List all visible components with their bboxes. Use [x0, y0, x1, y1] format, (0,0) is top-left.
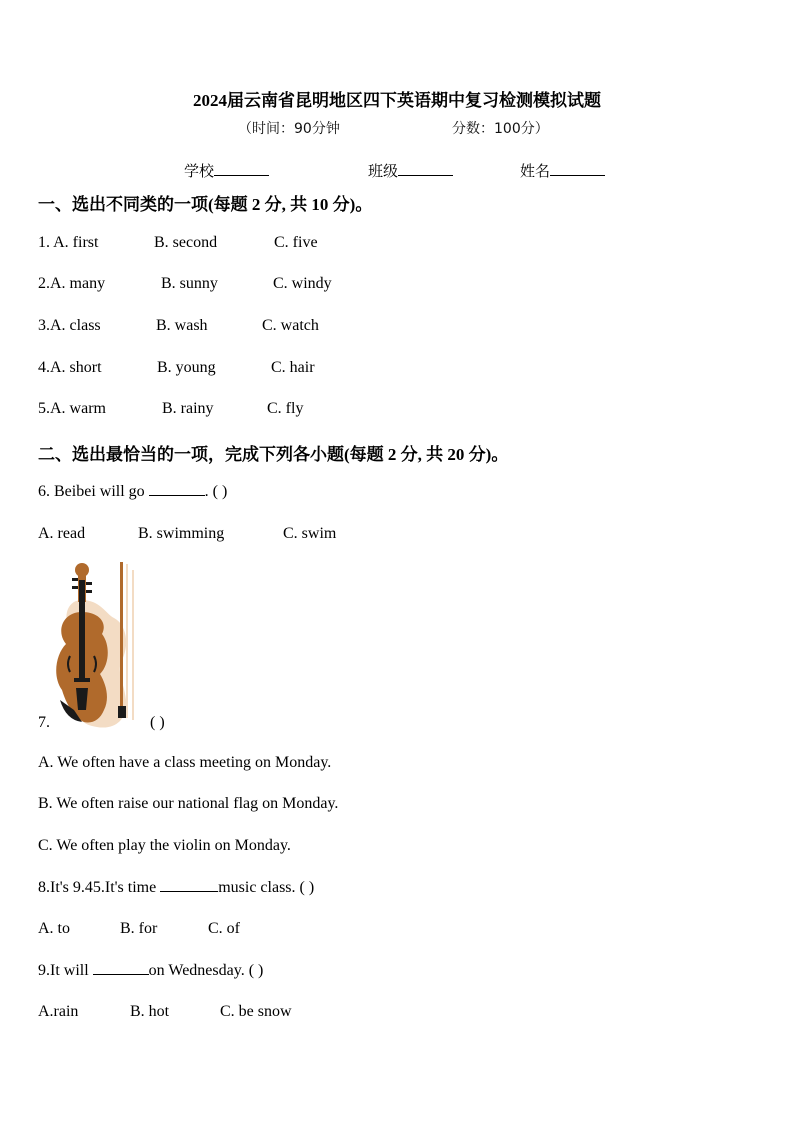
section1-heading: 一、选出不同类的一项(每题 2 分, 共 10 分)。 — [38, 195, 373, 214]
q3-option-b: B. wash — [156, 317, 208, 334]
q8-paren: music class. ( ) — [218, 879, 315, 896]
name-blank[interactable] — [550, 175, 605, 176]
name-field — [520, 160, 605, 181]
q7-option-c: C. We often play the violin on Monday. — [38, 837, 291, 854]
q1-option-c: C. five — [274, 234, 318, 251]
name-label: 姓名 — [520, 164, 551, 180]
q5-option-c: C. fly — [267, 400, 304, 417]
class-label: 班级 — [368, 164, 399, 180]
violin-image — [52, 560, 144, 730]
q2-option-c: C. windy — [273, 275, 332, 292]
q8-blank[interactable] — [160, 891, 218, 892]
q6-option-c: C. swim — [283, 525, 337, 542]
q9-option-b: B. hot — [130, 1003, 170, 1020]
school-label: 学校 — [184, 164, 215, 180]
q4-option-a: 4.A. short — [38, 359, 102, 376]
q9-option-c: C. be snow — [220, 1003, 292, 1020]
q8-option-b: B. for — [120, 920, 158, 937]
q2-option-b: B. sunny — [161, 275, 218, 292]
q7-option-b: B. We often raise our national flag on Monday. — [38, 795, 339, 812]
q6-paren: . ( ) — [204, 483, 228, 500]
q7-option-a: A. We often have a class meeting on Monday. — [38, 754, 332, 771]
q6-blank[interactable] — [149, 495, 205, 496]
question-8 — [38, 879, 314, 897]
violin-icon — [52, 560, 144, 730]
q5-option-a: 5.A. warm — [38, 400, 106, 417]
class-field — [368, 160, 453, 181]
q9-blank[interactable] — [93, 974, 149, 975]
exam-score: 分数：100分） — [452, 121, 549, 137]
q6-option-b: B. swimming — [138, 525, 225, 542]
q4-option-b: B. young — [157, 359, 216, 376]
q2-option-a: 2.A. many — [38, 275, 106, 292]
q8-option-c: C. of — [208, 920, 240, 937]
q7-number: 7. — [38, 714, 50, 731]
q6-option-a: A. read — [38, 525, 86, 542]
q4-option-c: C. hair — [271, 359, 315, 376]
q3-option-c: C. watch — [262, 317, 319, 334]
q8-option-a: A. to — [38, 920, 70, 937]
school-field — [184, 160, 269, 181]
q9-option-a: A.rain — [38, 1003, 79, 1020]
school-blank[interactable] — [214, 175, 269, 176]
q9-stem: 9.It will — [38, 962, 89, 979]
question-1 — [38, 234, 98, 252]
q8-stem: 8.It's 9.45.It's time — [38, 879, 157, 896]
q1-option-b: B. second — [154, 234, 218, 251]
q9-paren: on Wednesday. ( ) — [148, 962, 264, 979]
section2-heading: 二、选出最恰当的一项，完成下列各小题(每题 2 分, 共 20 分)。 — [38, 445, 509, 464]
question-9 — [38, 962, 263, 980]
question-6 — [38, 483, 227, 501]
page-title: 2024届云南省昆明地区四下英语期中复习检测模拟试题 — [193, 91, 601, 110]
q6-stem: 6. Beibei will go — [38, 483, 145, 500]
question-7 — [38, 714, 50, 732]
q1-option-a: 1. A. first — [38, 234, 99, 251]
exam-time: （时间：90分钟 — [238, 121, 340, 137]
q3-option-a: 3.A. class — [38, 317, 101, 334]
class-blank[interactable] — [398, 175, 453, 176]
q5-option-b: B. rainy — [162, 400, 214, 417]
q7-paren: ( ) — [150, 714, 165, 731]
